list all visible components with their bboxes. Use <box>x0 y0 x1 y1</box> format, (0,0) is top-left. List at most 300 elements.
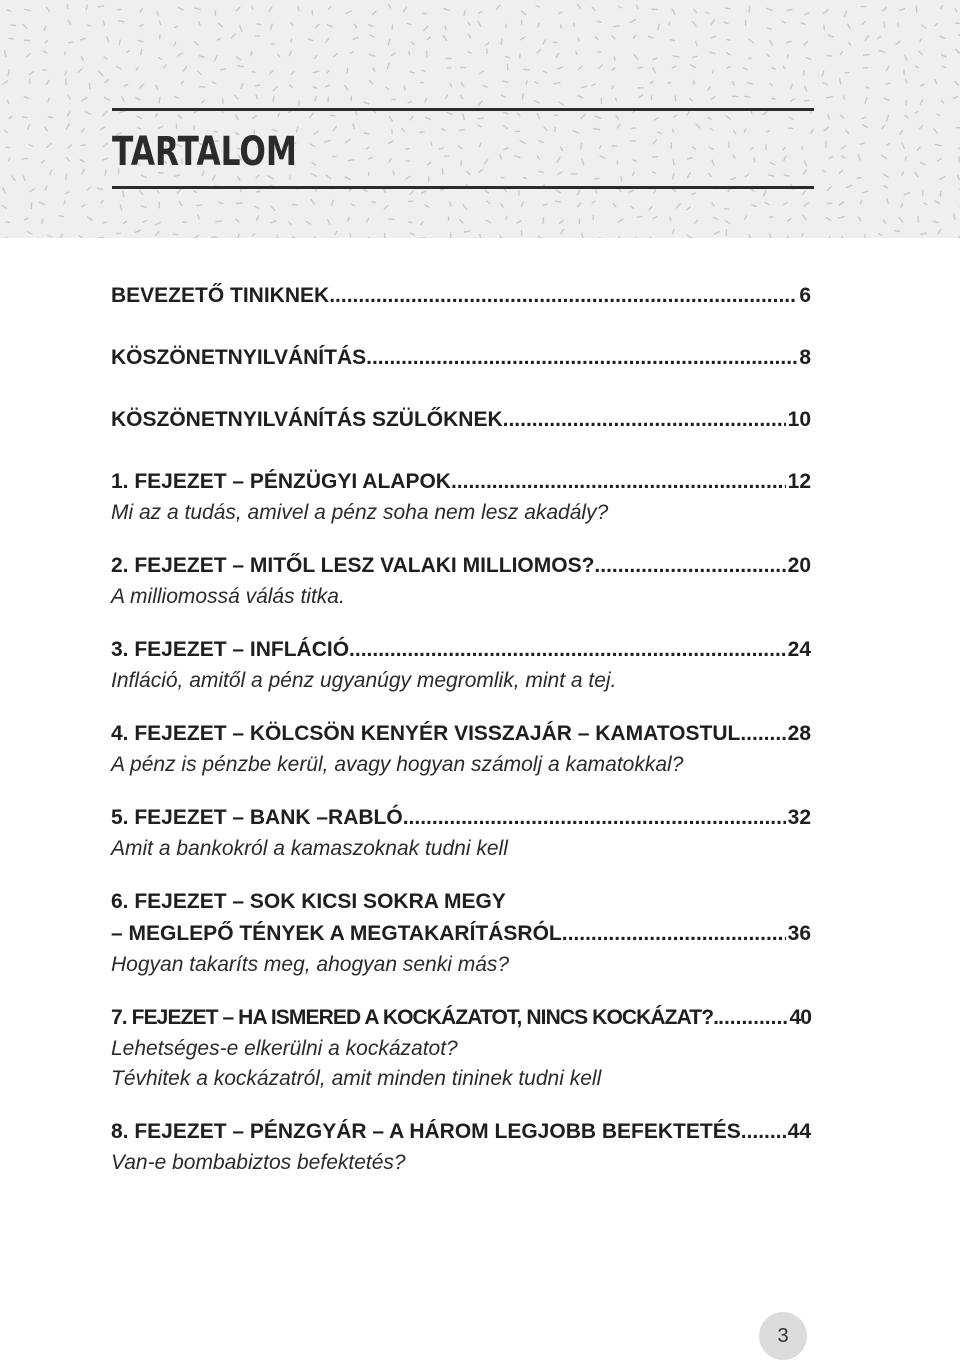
pattern-dash <box>767 8 772 10</box>
toc-heading <box>111 550 811 582</box>
pattern-dash <box>255 85 259 86</box>
pattern-dash <box>906 101 907 106</box>
pattern-dash <box>844 96 845 99</box>
pattern-dash <box>42 219 43 223</box>
pattern-dash <box>745 129 746 132</box>
pattern-dash <box>612 86 614 89</box>
pattern-dash <box>592 84 595 86</box>
pattern-dash <box>886 83 890 84</box>
dot-leader <box>741 1116 786 1148</box>
toc-heading <box>111 1116 811 1148</box>
pattern-dash <box>744 216 746 219</box>
pattern-dash <box>784 156 786 160</box>
pattern-dash <box>347 68 348 73</box>
pattern-dash <box>468 52 471 53</box>
pattern-dash <box>310 113 314 117</box>
pattern-dash <box>253 116 256 119</box>
pattern-dash <box>905 157 906 160</box>
pattern-dash <box>573 131 578 133</box>
pattern-dash <box>43 51 46 52</box>
pattern-dash <box>427 37 430 39</box>
pattern-dash <box>137 116 141 118</box>
toc-page-number: 6 <box>799 284 811 307</box>
pattern-dash <box>802 233 803 236</box>
pattern-dash <box>878 37 881 39</box>
pattern-dash <box>887 115 889 121</box>
dot-leader <box>718 1002 787 1034</box>
toc-entry-chapter-6[interactable] <box>111 886 811 980</box>
pattern-dash <box>370 55 375 57</box>
pattern-dash <box>497 5 500 9</box>
pattern-dash <box>314 131 318 134</box>
pattern-dash <box>235 95 238 99</box>
toc-entry-title: KÖSZÖNETNYILVÁNÍTÁS SZÜLŐKNEK <box>111 408 503 431</box>
pattern-dash <box>8 70 9 76</box>
pattern-dash <box>706 13 709 14</box>
pattern-dash <box>195 42 199 46</box>
pattern-dash <box>745 96 750 97</box>
pattern-dash <box>693 147 696 149</box>
pattern-dash <box>345 139 350 142</box>
pattern-dash <box>410 233 414 235</box>
pattern-dash <box>483 86 487 87</box>
toc-entry-koszonet-szuloknek[interactable] <box>111 404 811 436</box>
pattern-dash <box>278 113 279 116</box>
pattern-dash <box>5 131 8 133</box>
pattern-dash <box>858 155 860 160</box>
pattern-dash <box>654 118 658 120</box>
pattern-dash <box>105 170 106 175</box>
pattern-dash <box>327 71 330 74</box>
pattern-dash <box>633 160 637 161</box>
pattern-dash <box>46 80 50 85</box>
pattern-dash <box>60 234 62 238</box>
toc-entry-subtitle: Lehetséges-e elkerülni a kockázatot? <box>111 1037 458 1060</box>
pattern-dash <box>637 5 638 8</box>
pattern-dash <box>290 85 292 87</box>
pattern-dash <box>159 98 160 103</box>
pattern-dash <box>581 114 585 118</box>
pattern-dash <box>439 148 443 149</box>
pattern-dash <box>460 220 464 223</box>
pattern-dash <box>335 231 337 234</box>
pattern-dash <box>597 21 601 22</box>
pattern-dash <box>581 143 582 148</box>
pattern-dash <box>50 170 52 175</box>
pattern-dash <box>942 66 945 67</box>
pattern-dash <box>916 6 917 12</box>
pattern-dash <box>271 206 275 210</box>
pattern-dash <box>237 57 241 60</box>
pattern-dash <box>765 202 769 204</box>
pattern-dash <box>561 147 563 151</box>
pattern-dash <box>536 6 539 7</box>
pattern-dash <box>696 124 700 128</box>
pattern-dash <box>478 125 481 126</box>
pattern-dash <box>658 132 661 134</box>
toc-entry-chapter-4[interactable] <box>111 718 811 780</box>
pattern-dash <box>66 79 67 84</box>
pattern-dash <box>140 25 143 26</box>
toc-heading <box>111 1002 811 1034</box>
pattern-dash <box>326 85 330 87</box>
pattern-dash <box>578 5 581 8</box>
pattern-dash <box>556 201 561 202</box>
toc-entry-title-line1: 6. FEJEZET – SOK KICSI SOKRA MEGY <box>111 890 506 913</box>
pattern-dash <box>595 37 598 39</box>
pattern-dash <box>582 159 584 165</box>
pattern-dash <box>520 37 524 40</box>
pattern-dash <box>173 234 177 235</box>
toc-heading <box>111 342 811 374</box>
pattern-dash <box>256 216 258 220</box>
pattern-dash <box>298 6 299 10</box>
pattern-dash <box>478 101 482 106</box>
pattern-dash <box>65 52 66 55</box>
pattern-dash <box>216 221 221 222</box>
pattern-dash <box>82 205 85 207</box>
pattern-dash <box>480 143 482 147</box>
pattern-dash <box>727 40 730 41</box>
pattern-dash <box>40 202 45 205</box>
pattern-dash <box>464 231 470 232</box>
toc-entry-chapter-1[interactable] <box>111 466 811 528</box>
pattern-dash <box>787 219 791 222</box>
pattern-dash <box>726 8 731 9</box>
pattern-dash <box>44 26 45 30</box>
pattern-dash <box>886 67 889 71</box>
pattern-dash <box>103 222 107 223</box>
dot-leader <box>451 466 786 498</box>
pattern-dash <box>619 237 623 238</box>
pattern-dash <box>543 71 546 73</box>
pattern-dash <box>862 117 866 119</box>
pattern-dash <box>404 86 405 90</box>
pattern-dash <box>478 118 483 119</box>
pattern-dash <box>252 234 254 236</box>
pattern-dash <box>25 9 31 10</box>
pattern-dash <box>940 177 945 180</box>
pattern-dash <box>500 236 502 238</box>
toc-page-number: 10 <box>787 408 811 431</box>
pattern-dash <box>353 38 358 40</box>
pattern-dash <box>238 66 244 67</box>
pattern-dash <box>900 9 905 11</box>
pattern-dash <box>938 159 942 162</box>
toc-entry-koszonet[interactable] <box>111 342 811 374</box>
pattern-dash <box>425 205 429 207</box>
pattern-dash <box>924 203 927 204</box>
pattern-dash <box>157 190 159 193</box>
pattern-dash <box>668 82 671 83</box>
pattern-dash <box>200 56 205 58</box>
pattern-dash <box>269 7 272 11</box>
pattern-dash <box>517 113 520 115</box>
pattern-dash <box>384 206 388 210</box>
pattern-dash <box>940 36 945 38</box>
pattern-dash <box>506 57 510 58</box>
pattern-dash <box>578 38 579 41</box>
pattern-dash <box>618 219 623 222</box>
pattern-dash <box>175 26 178 27</box>
pattern-dash <box>517 221 521 223</box>
pattern-dash <box>670 40 675 41</box>
toc-page-number: 8 <box>799 346 811 369</box>
pattern-dash <box>448 68 451 69</box>
toc-page-number: 36 <box>787 922 811 945</box>
pattern-dash <box>674 115 677 117</box>
pattern-dash <box>558 67 563 69</box>
pattern-dash <box>27 54 30 57</box>
title-rule-bottom <box>112 186 814 189</box>
pattern-dash <box>921 233 926 234</box>
pattern-dash <box>194 191 197 193</box>
pattern-dash <box>159 58 162 60</box>
pattern-dash <box>731 178 736 180</box>
pattern-dash <box>729 142 730 147</box>
pattern-dash <box>8 100 9 104</box>
pattern-dash <box>98 188 103 189</box>
pattern-dash <box>787 9 792 10</box>
pattern-dash <box>866 87 869 88</box>
pattern-dash <box>308 39 312 40</box>
pattern-dash <box>694 220 698 223</box>
pattern-dash <box>920 162 925 164</box>
pattern-dash <box>772 98 775 99</box>
dot-leader <box>403 802 786 834</box>
pattern-dash <box>857 178 861 179</box>
pattern-dash <box>935 201 939 203</box>
pattern-dash <box>68 145 72 148</box>
pattern-dash <box>906 79 907 83</box>
toc-entry-chapter-3[interactable] <box>111 634 811 696</box>
toc-entry-title: 4. FEJEZET – KÖLCSÖN KENYÉR VISSZAJÁR – KAMATOSTUL <box>111 722 741 745</box>
pattern-dash <box>120 205 121 210</box>
pattern-dash <box>30 189 34 192</box>
pattern-dash <box>895 231 900 232</box>
pattern-dash <box>711 37 715 38</box>
pattern-dash <box>902 172 904 176</box>
pattern-dash <box>425 118 430 120</box>
pattern-dash <box>6 237 8 238</box>
pattern-dash <box>88 217 92 220</box>
pattern-dash <box>25 218 28 219</box>
pattern-dash <box>369 80 372 83</box>
pattern-dash <box>578 96 583 98</box>
pattern-dash <box>289 51 291 56</box>
toc-entry-chapter-8[interactable] <box>111 1116 811 1178</box>
pattern-dash <box>389 5 391 8</box>
pattern-dash <box>372 202 375 203</box>
pattern-dash <box>312 163 316 165</box>
pattern-dash <box>650 237 653 238</box>
pattern-dash <box>675 96 676 100</box>
pattern-dash <box>334 54 338 57</box>
pattern-dash <box>45 127 47 131</box>
pattern-dash <box>520 141 525 144</box>
toc-entry-bevezeto[interactable] <box>111 280 811 312</box>
pattern-dash <box>750 148 753 150</box>
pattern-dash <box>879 234 882 236</box>
pattern-dash <box>621 177 622 181</box>
pattern-dash <box>445 26 446 29</box>
pattern-dash <box>556 190 560 193</box>
pattern-dash <box>315 24 319 27</box>
pattern-dash <box>803 216 806 220</box>
pattern-dash <box>677 204 681 208</box>
pattern-dash <box>727 67 730 69</box>
toc-page-number: 24 <box>787 638 811 661</box>
pattern-dash <box>687 207 690 210</box>
pattern-dash <box>402 129 404 132</box>
pattern-dash <box>406 176 411 179</box>
pattern-dash <box>87 25 90 26</box>
pattern-dash <box>355 111 356 115</box>
pattern-dash <box>811 130 813 133</box>
pattern-dash <box>752 205 756 206</box>
pattern-dash <box>480 71 484 74</box>
pattern-dash <box>633 35 635 38</box>
pattern-dash <box>450 202 451 206</box>
pattern-dash <box>47 144 52 148</box>
pattern-dash <box>600 156 605 158</box>
pattern-dash <box>79 236 83 239</box>
pattern-dash <box>306 222 310 225</box>
pattern-dash <box>784 203 787 205</box>
pattern-dash <box>486 43 489 46</box>
page-title: TARTALOM <box>112 129 297 175</box>
pattern-dash <box>212 237 217 238</box>
pattern-dash <box>468 22 471 25</box>
pattern-dash <box>884 22 885 28</box>
pattern-dash <box>157 12 158 16</box>
pattern-dash <box>215 56 218 61</box>
pattern-dash <box>198 71 201 75</box>
pattern-dash <box>537 50 540 53</box>
pattern-dash <box>783 147 786 150</box>
pattern-dash <box>348 160 354 161</box>
pattern-dash <box>935 79 937 83</box>
pattern-dash <box>442 129 445 130</box>
dot-leader <box>503 404 786 436</box>
pattern-dash <box>24 97 28 99</box>
pattern-dash <box>485 191 488 193</box>
pattern-dash <box>537 156 539 159</box>
pattern-dash <box>425 99 426 102</box>
toc-entry-chapter-5[interactable] <box>111 802 811 864</box>
pattern-dash <box>806 58 811 59</box>
pattern-dash <box>557 157 560 162</box>
pattern-dash <box>101 127 105 130</box>
pattern-dash <box>290 176 291 179</box>
toc-entry-subtitle: Mi az a tudás, amivel a pénz soha nem lesz akadály? <box>111 501 609 524</box>
pattern-dash <box>826 218 831 221</box>
pattern-dash <box>638 67 643 68</box>
pattern-dash <box>539 141 543 143</box>
pattern-dash <box>373 11 377 15</box>
pattern-dash <box>902 143 904 148</box>
toc-entry-chapter-7[interactable] <box>111 1002 811 1094</box>
pattern-dash <box>639 95 643 98</box>
pattern-dash <box>861 201 862 204</box>
pattern-dash <box>523 178 526 179</box>
pattern-dash <box>178 53 182 56</box>
pattern-dash <box>828 114 830 119</box>
pattern-dash <box>332 200 333 205</box>
pattern-dash <box>783 66 785 69</box>
pattern-dash <box>327 25 332 27</box>
pattern-dash <box>559 12 562 14</box>
pattern-dash <box>522 11 526 15</box>
pattern-dash <box>917 147 920 150</box>
pattern-dash <box>804 170 807 174</box>
pattern-dash <box>782 21 786 23</box>
pattern-dash <box>80 160 84 162</box>
pattern-dash <box>905 115 909 118</box>
toc-entry-title: 2. FEJEZET – MITŐL LESZ VALAKI MILLIOMOS?. <box>111 554 601 577</box>
pattern-dash <box>156 222 161 225</box>
pattern-dash <box>616 98 617 101</box>
pattern-dash <box>85 112 90 114</box>
pattern-dash <box>291 39 292 42</box>
pattern-dash <box>501 95 505 97</box>
toc-page-number: 44 <box>787 1120 811 1143</box>
pattern-dash <box>424 26 428 30</box>
pattern-dash <box>124 85 128 86</box>
toc-entry-title: BEVEZETŐ TINIKNEK <box>111 284 330 307</box>
pattern-dash <box>366 147 369 149</box>
pattern-dash <box>766 131 769 133</box>
pattern-dash <box>672 230 674 234</box>
pattern-dash <box>523 94 524 99</box>
pattern-dash <box>103 112 107 116</box>
pattern-dash <box>391 53 395 55</box>
pattern-dash <box>136 98 141 100</box>
pattern-dash <box>915 112 918 114</box>
pattern-dash <box>805 100 810 101</box>
dot-leader <box>349 634 786 666</box>
pattern-dash <box>389 159 391 162</box>
pattern-dash <box>804 41 807 45</box>
pattern-dash <box>138 40 142 41</box>
pattern-dash <box>410 72 414 73</box>
toc-entry-chapter-2[interactable] <box>111 550 811 612</box>
pattern-dash <box>543 204 547 206</box>
pattern-dash <box>920 100 922 104</box>
pattern-dash <box>673 174 674 179</box>
pattern-dash <box>612 68 615 70</box>
pattern-dash <box>82 129 85 132</box>
pattern-dash <box>221 69 226 70</box>
pattern-dash <box>653 140 657 144</box>
pattern-dash <box>386 87 389 89</box>
pattern-dash <box>291 22 293 25</box>
pattern-dash <box>427 163 430 165</box>
pattern-dash <box>315 96 316 100</box>
pattern-dash <box>504 113 508 114</box>
toc-heading <box>111 634 811 666</box>
pattern-dash <box>421 191 426 193</box>
pattern-dash <box>842 156 845 158</box>
pattern-dash <box>373 68 374 71</box>
pattern-dash <box>501 178 504 179</box>
pattern-dash <box>884 98 889 100</box>
pattern-dash <box>251 52 252 56</box>
pattern-dash <box>502 81 508 82</box>
pattern-dash <box>291 72 294 75</box>
pattern-dash <box>789 117 793 119</box>
pattern-dash <box>389 116 392 120</box>
